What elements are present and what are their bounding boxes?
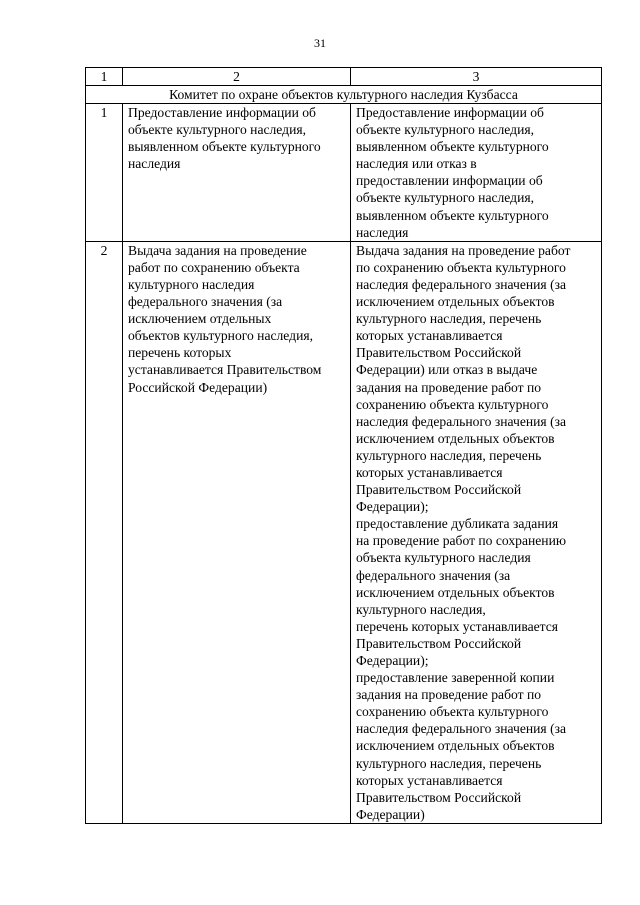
page-number: 31 [314,36,326,50]
row-number: 1 [86,104,123,242]
section-title: Комитет по охране объектов культурного наследия Кузбасса [86,86,602,104]
service-result-cell: Выдача задания на проведение работ по сохранению объекта культурного наследия федерального значения (за исключением отдельных объектов культурного наследия, перечень которых устанавливается Правительством Российской Федерации) или отказ в выдаче задания на проведение работ по сохранению объекта культурного наследия федерального значения (за исключением отдельных объектов культурного наследия, перечень которых устанавливается Правительством Российской Федерации); предоставление дубликата задания на проведение работ по сохранению объекта культурного наследия федерального значения (за исключением отдельных объектов культурного наследия, перечень которых устанавливается Правительством Российской Федерации); предоставление заверенной копии задания на проведение работ по сохранению объекта культурного наследия федерального значения (за исключением отдельных объектов культурного наследия, перечень которых устанавливается Правительством Российской Федерации) [351,241,602,823]
service-result-cell: Предоставление информации об объекте культурного наследия, выявленном объекте культурного наследия или отказ в предоставлении информации об объекте культурного наследия, выявленном объекте культурного наследия [351,104,602,242]
service-name-cell: Выдача задания на проведение работ по сохранению объекта культурного наследия федерального значения (за исключением отдельных объектов культурного наследия, перечень которых устанавливается Правительством Российской Федерации) [123,241,351,823]
service-name-cell: Предоставление информации об объекте культурного наследия, выявленном объекте культурного наследия [123,104,351,242]
services-table [85,67,602,824]
section-row [86,86,602,104]
table-row [86,241,602,823]
table-header-row [86,68,602,86]
row-number: 2 [86,241,123,823]
column-header-1: 1 [86,68,123,86]
table-row [86,104,602,242]
column-header-3: 3 [351,68,602,86]
column-header-2: 2 [123,68,351,86]
